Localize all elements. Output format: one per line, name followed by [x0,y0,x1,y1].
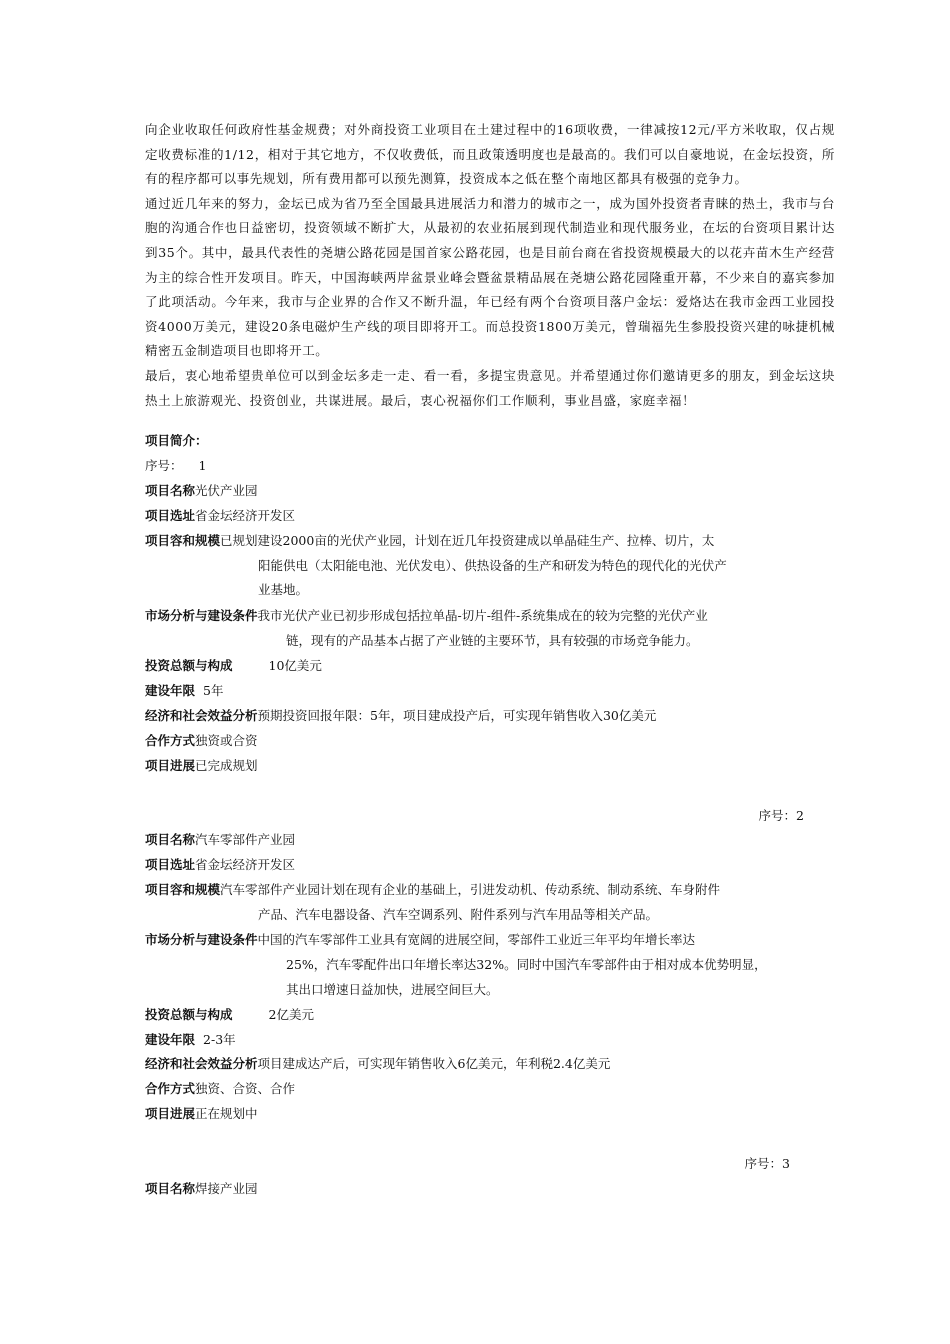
project-1-market [145,606,708,626]
field-value-cont: 25%，汽车零配件出口年增长率达32%。同时中国汽车零部件由于相对成本优势明显， [286,957,767,972]
field-label: 建设年限 [145,683,196,698]
project-2-progress [145,1104,258,1124]
intro-paragraph: 向企业收取任何政府性基金规费；对外商投资工业项目在土建过程中的16项收费，一律减按12元/平方米收取，仅占规定收费标准的1/12，相对于其它地方，不仅收费低，而且政策透明度也是最高的。我们可以自豪地说，在金坛投资，所有的程序都可以事先规划，所有费用都可以预先测算，投资成本之低在整个南地区都具有极强的竞争力。 [145,122,835,187]
field-label: 市场分析与建设条件 [145,608,258,623]
field-label: 项目容和规模 [145,533,221,548]
field-label: 项目选址 [145,508,196,523]
field-value: 独资或合资 [195,733,258,748]
field-value: 中国的汽车零部件工业具有宽阔的进展空间，零部件工业近三年平均年增长率达 [257,932,696,947]
field-value: 光伏产业园 [195,483,258,498]
field-value: 省金坛经济开发区 [195,508,296,523]
field-label: 项目名称 [145,832,196,847]
project-3-name [145,1179,258,1199]
project-2-content [145,880,720,900]
field-value: 2亿美元 [268,1007,314,1022]
field-label: 项目容和规模 [145,882,221,897]
field-label: 经济和社会效益分析 [145,708,258,723]
field-label: 项目进展 [145,758,196,773]
project-2-benefit [145,1054,610,1074]
project-2-name [145,830,295,850]
field-value: 5年 [203,683,224,698]
seq-label: 序号： [145,458,183,473]
intro-text [145,118,835,413]
field-value-cont: 阳能供电（太阳能电池、光伏发电）、供热设备的生产和研发为特色的现代化的光伏产 [258,558,727,573]
field-value: 已规划建设2000亩的光伏产业园，计划在近几年投资建成以单晶硅生产、拉棒、切片，太 [220,533,715,548]
field-value: 已完成规划 [195,758,258,773]
field-label: 项目选址 [145,857,196,872]
field-value: 独资、合资、合作 [195,1081,296,1096]
field-value: 2-3年 [203,1032,236,1047]
field-label: 项目名称 [145,483,196,498]
field-value: 我市光伏产业已初步形成包括拉单晶-切片-组件-系统集成在的较为完整的光伏产业 [257,608,708,623]
project-1-progress [145,756,258,776]
field-value: 汽车零部件产业园计划在现有企业的基础上，引进发动机、传动系统、制动系统、车身附件 [220,882,721,897]
project-3-seq: 序号：3 [744,1156,790,1171]
field-value: 焊接产业园 [195,1181,258,1196]
field-label: 投资总额与构成 [145,658,233,673]
field-label: 投资总额与构成 [145,1007,233,1022]
project-1-coop [145,731,258,751]
project-1-seq [145,456,206,476]
field-value: 10亿美元 [268,658,322,673]
field-label: 经济和社会效益分析 [145,1056,258,1071]
field-label: 项目名称 [145,1181,196,1196]
project-2-invest [145,1005,314,1025]
project-1-benefit [145,706,656,726]
intro-paragraph: 通过近几年来的努力，金坛已成为省乃至全国最具进展活力和潜力的城市之一，成为国外投资者青睐的热土，我市与台胞的沟通合作也日益密切，投资领域不断扩大，从最初的农业拓展到现代制造业和现代服务业，在坛的台资项目累计达到35个。其中，最具代表性的尧塘公路花园是国首家公路花园，也是目前台商在省投资规模最大的以花卉苗木生产经营为主的综合性开发项目。昨天，中国海峡两岸盆景业峰会暨盆景精品展在尧塘公路花园隆重开幕，不少来自的嘉宾参加了此项活动。今年来，我市与企业界的合作又不断升温，年已经有两个台资项目落户金坛：爱烙达在我市金西工业园投资4000万美元，建设20条电磁炉生产线的项目即将开工。而总投资1800万美元，曾瑞福先生参股投资兴建的咏捷机械精密五金制造项目也即将开工。 [145,195,835,359]
project-2-coop [145,1079,295,1099]
project-1-name [145,481,258,501]
field-value: 正在规划中 [195,1106,258,1121]
intro-paragraph: 最后，衷心地希望贵单位可以到金坛多走一走、看一看，多提宝贵意见。并希望通过你们邀请更多的朋友，到金坛这块热土上旅游观光、投资创业，共谋进展。最后，衷心祝福你们工作顺利，事业昌盛，家庭幸福！ [145,367,835,408]
field-label: 建设年限 [145,1032,196,1047]
field-label: 项目进展 [145,1106,196,1121]
project-1-site [145,506,295,526]
section-title: 项目简介： [145,433,208,448]
project-2-period [145,1030,236,1050]
field-label: 市场分析与建设条件 [145,932,258,947]
field-value-cont: 链，现有的产品基本占据了产业链的主要环节，具有较强的市场竞争能力。 [286,633,699,648]
field-label: 合作方式 [145,733,196,748]
field-label: 合作方式 [145,1081,196,1096]
field-value: 省金坛经济开发区 [195,857,296,872]
project-2-site [145,855,295,875]
field-value: 项目建成达产后，可实现年销售收入6亿美元，年利税2.4亿美元 [257,1056,611,1071]
project-1-invest [145,656,322,676]
project-1-period [145,681,223,701]
field-value: 汽车零部件产业园 [195,832,296,847]
field-value: 预期投资回报年限：5年，项目建成投产后，可实现年销售收入30亿美元 [257,708,657,723]
field-value-cont: 其出口增速日益加快，进展空间巨大。 [286,982,499,997]
project-1-content [145,531,714,551]
seq-value: 1 [198,458,207,473]
project-2-seq: 序号：2 [758,808,804,823]
field-value-cont: 业基地。 [258,582,309,597]
field-value-cont: 产品、汽车电器设备、汽车空调系列、附件系列与汽车用品等相关产品。 [258,907,659,922]
project-2-market [145,930,695,950]
